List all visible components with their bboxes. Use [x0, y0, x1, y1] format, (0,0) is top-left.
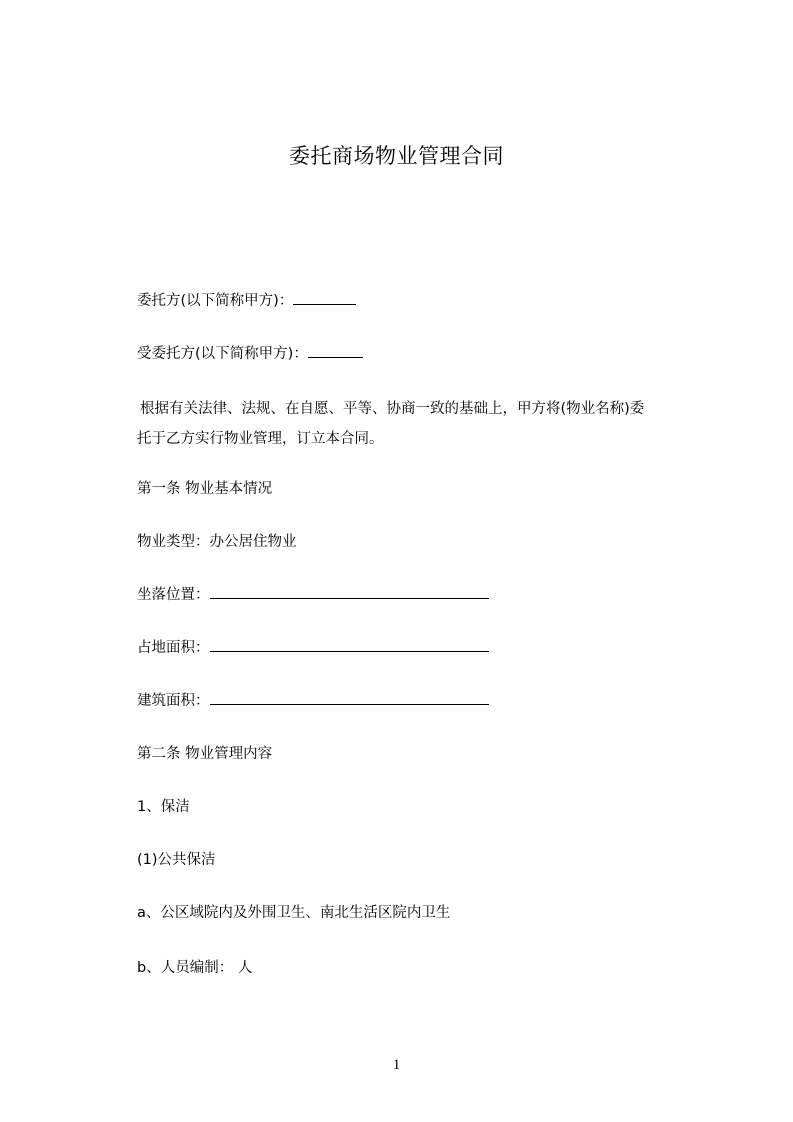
intro-line-1: 根据有关法律、法规、在自愿、平等、协商一致的基础上，甲方将(物业名称)委 [140, 401, 645, 417]
article-1-heading: 第一条 物业基本情况 [137, 481, 273, 497]
document-title: 委托商场物业管理合同 [289, 144, 504, 168]
article-2-heading: 第二条 物业管理内容 [137, 746, 273, 762]
property-type: 物业类型：办公居住物业 [137, 534, 297, 550]
building-area-line [137, 690, 489, 712]
party-a-blank [293, 290, 356, 305]
party-a-line [137, 290, 356, 312]
intro-line-2: 托于乙方实行物业管理，订立本合同。 [137, 431, 384, 447]
party-b-line [137, 343, 363, 365]
page-number: 1 [392, 1057, 401, 1073]
building-area-label: 建筑面积： [137, 693, 210, 709]
item-b: b、人员编制： 人 [137, 960, 253, 976]
item-1-sub-1: (1)公共保洁 [137, 852, 216, 868]
land-area-blank [210, 637, 489, 652]
location-line [137, 584, 489, 606]
location-blank [210, 584, 489, 599]
party-a-label: 委托方(以下简称甲方)： [137, 293, 294, 309]
land-area-line [137, 637, 489, 659]
building-area-blank [210, 690, 489, 705]
location-label: 坐落位置： [137, 587, 210, 603]
party-b-label: 受委托方(以下简称甲方)： [137, 346, 308, 362]
intro-paragraph [137, 394, 709, 454]
land-area-label: 占地面积： [137, 640, 210, 656]
item-1: 1、保洁 [137, 799, 190, 815]
party-b-blank [308, 343, 363, 358]
item-a: a、公区域院内及外围卫生、南北生活区院内卫生 [137, 905, 451, 921]
